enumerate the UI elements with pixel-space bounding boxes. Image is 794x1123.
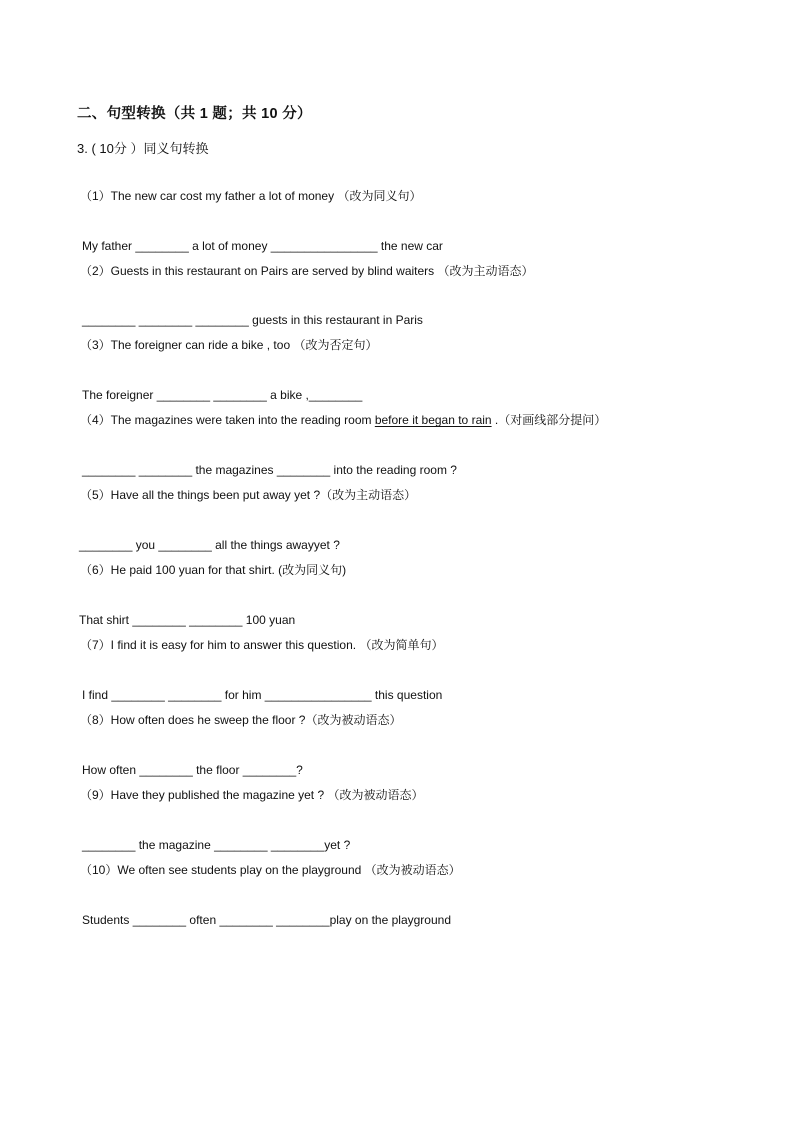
item-2-answer: ________ ________ ________ guests in this restaurant in Paris	[82, 313, 423, 327]
item-9-answer: ________ the magazine ________ ________yet ?	[82, 838, 351, 852]
item-4-prompt	[80, 412, 606, 428]
item-5-answer: ________ you ________ all the things awayyet ?	[79, 538, 340, 552]
item-2-prompt: （2）Guests in this restaurant on Pairs are served by blind waiters （改为主动语态）	[80, 264, 534, 278]
item-1-answer: My father ________ a lot of money ________________ the new car	[82, 239, 443, 253]
section-title: 二、句型转换（共 1 题；共 10 分）	[77, 106, 312, 122]
item-7-answer: I find ________ ________ for him ________________ this question	[82, 688, 443, 702]
item-4-prompt-pre: （4）The magazines were taken into the reading room	[80, 413, 375, 427]
item-4-answer: ________ ________ the magazines ________ into the reading room ?	[82, 463, 457, 477]
item-4-prompt-underlined: before it began to rain	[374, 413, 492, 427]
item-7-prompt: （7）I find it is easy for him to answer this question. （改为简单句）	[80, 638, 444, 652]
item-3-prompt: （3）The foreigner can ride a bike , too （改为否定句）	[80, 338, 378, 352]
question-header: 3. ( 10分 ）同义句转换	[77, 141, 209, 156]
item-6-prompt: （6）He paid 100 yuan for that shirt. (改为同义句)	[80, 563, 347, 577]
item-10-prompt: （10）We often see students play on the playground （改为被动语态）	[80, 863, 461, 877]
item-10-answer: Students ________ often ________ ________play on the playground	[82, 913, 451, 927]
item-8-prompt: （8）How often does he sweep the floor ?（改为被动语态）	[80, 713, 402, 727]
item-8-answer: How often ________ the floor ________?	[82, 763, 303, 777]
item-5-prompt: （5）Have all the things been put away yet ?（改为主动语态）	[80, 488, 417, 502]
item-6-answer: That shirt ________ ________ 100 yuan	[79, 613, 296, 627]
item-9-prompt: （9）Have they published the magazine yet ? （改为被动语态）	[80, 788, 424, 802]
item-4-prompt-post: .（对画线部分提问）	[491, 413, 607, 427]
item-1-prompt: （1）The new car cost my father a lot of money （改为同义句）	[80, 189, 422, 203]
item-3-answer: The foreigner ________ ________ a bike ,________	[82, 388, 363, 402]
